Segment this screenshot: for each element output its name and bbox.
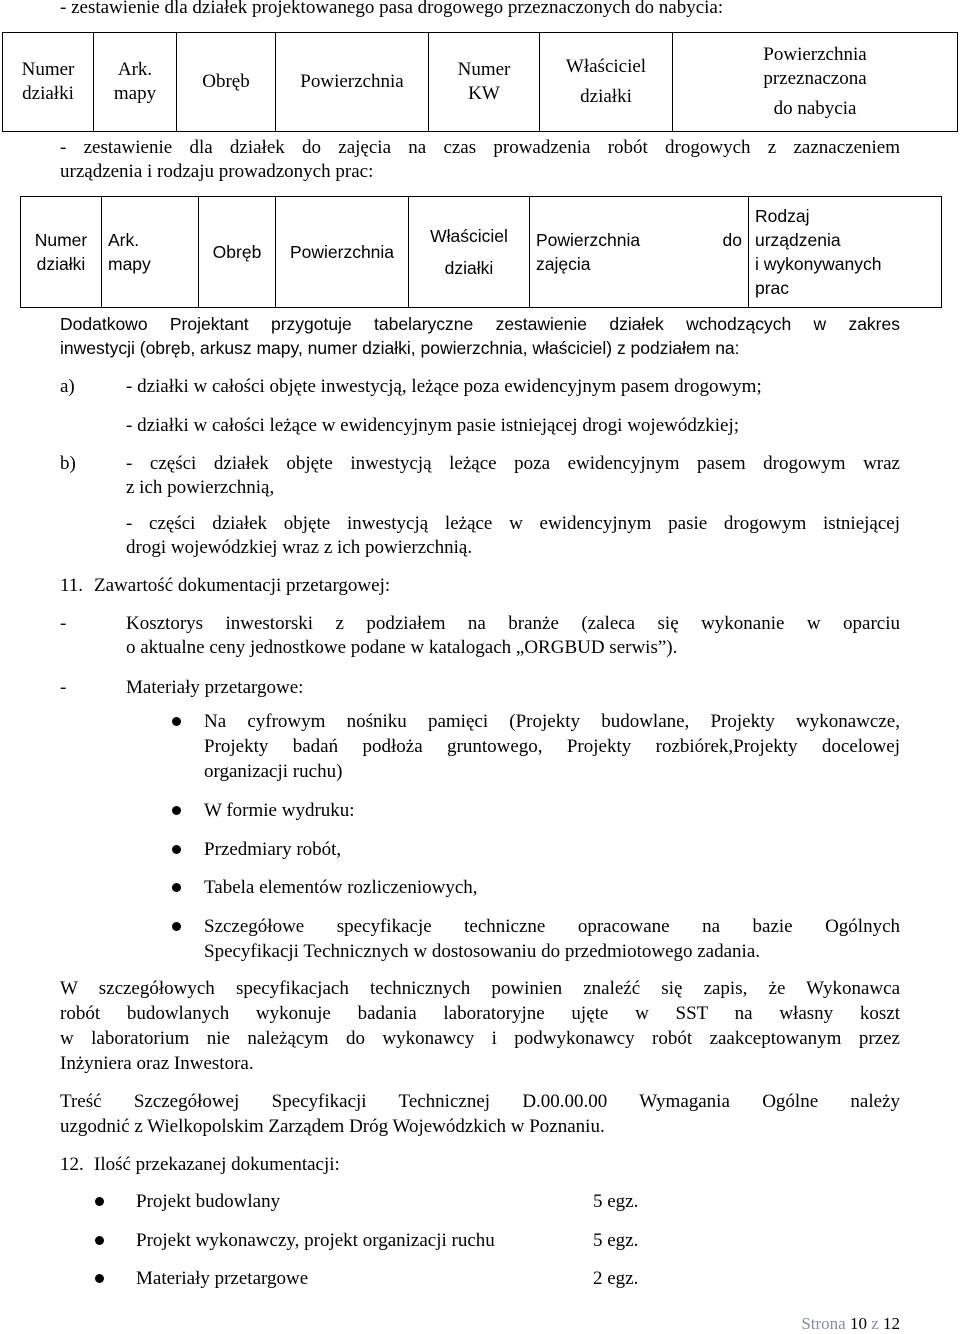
list-marker-b: b) — [60, 453, 76, 474]
header-text: Powierzchnia — [763, 44, 867, 65]
header-text: Powierzchnia — [536, 230, 641, 250]
sst-para-line-4: Inżyniera oraz Inwestora. — [60, 1053, 254, 1074]
col-rodzaj-urzadzenia — [749, 197, 942, 308]
list-b-item-2-line-2: drogi wojewódzkiej wraz z ich powierzchnią. — [126, 537, 473, 558]
header-text: Powierzchnia — [289, 242, 395, 262]
footer-prefix: Strona — [801, 1314, 846, 1333]
col-obreb — [177, 33, 276, 132]
col-numer-kw — [429, 33, 540, 132]
bullet-icon — [95, 1274, 104, 1283]
header-text: działki — [36, 254, 86, 274]
bullet-5-line-1: Szczegółowe specyfikacje techniczne opracowane na bazie Ogólnych — [204, 916, 900, 937]
header-text: prac — [755, 278, 790, 298]
header-text: i wykonywanych — [755, 254, 882, 274]
copies-item-qty: 5 egz. — [593, 1191, 639, 1212]
bullet-icon — [172, 883, 181, 892]
col-powierzchnia — [276, 197, 409, 308]
header-text: Numer — [21, 59, 75, 80]
kosztorys-dash: - — [60, 613, 67, 634]
list-a-item-2: - działki w całości leżące w ewidencyjnym pasie istniejącej drogi wojewódzkiej; — [126, 415, 740, 436]
section-11-number: 11. — [60, 575, 84, 596]
col-pow-przeznaczona — [673, 33, 958, 132]
header-text: do — [722, 230, 742, 250]
bullet-1-line-3: organizacji ruchu) — [204, 761, 343, 782]
col-numer-dzialki — [21, 197, 102, 308]
footer-page-number: 10 — [849, 1314, 867, 1333]
table-header-row — [3, 33, 958, 132]
zestawienie-line-1: - zestawienie dla działek do zajęcia na czas prowadzenia robót drogowych z zaznaczeniem — [60, 137, 900, 158]
bullet-2: W formie wydruku: — [204, 800, 355, 821]
header-text: działki — [22, 83, 74, 104]
intro-line: - zestawienie dla działek projektowanego pasa drogowego przeznaczonych do nabycia: — [60, 0, 724, 18]
list-marker-a: a) — [60, 376, 75, 397]
col-numer-dzialki — [3, 33, 94, 132]
header-text: Obręb — [202, 71, 250, 92]
bullet-5-line-2: Specyfikacji Technicznych w dostosowaniu do przedmiotowego zadania. — [204, 941, 761, 962]
bullet-1-line-2: Projekty badań podłoża gruntowego, Projekty rozbiórek,Projekty docelowej — [204, 736, 900, 757]
col-ark-mapy — [94, 33, 177, 132]
bullet-3: Przedmiary robót, — [204, 839, 342, 860]
header-text: przeznaczona — [763, 68, 867, 89]
sst-para-line-2: robót budowlanych wykonuje badania laboratoryjne ujęte w SST na własny koszt — [60, 1003, 900, 1024]
header-text: urządzenia — [755, 230, 841, 250]
header-text: działki — [580, 86, 632, 107]
col-wlasciciel — [409, 197, 530, 308]
bullet-icon — [172, 717, 181, 726]
bullet-icon — [95, 1197, 104, 1206]
kosztorys-line-1: Kosztorys inwestorski z podziałem na branże (zaleca się wykonanie w oparciu — [126, 613, 900, 634]
materialy-dash: - — [60, 677, 67, 698]
header-text: Ark. — [108, 230, 140, 250]
copies-item-name: Materiały przetargowe — [136, 1268, 309, 1289]
list-b-item-2-line-1: - części działek objęte inwestycją leżące w ewidencyjnym pasie drogowym istniejącej — [126, 513, 900, 534]
header-text: Rodzaj — [755, 206, 810, 226]
sst-para-line-1: W szczegółowych specyfikacjach technicznych powinien znaleźć się zapis, że Wykonawca — [60, 978, 900, 999]
list-a-item-1: - działki w całości objęte inwestycją, leżące poza ewidencyjnym pasem drogowym; — [126, 376, 762, 397]
sst-para-line-3: w laboratorium nie należącym do wykonawcy i podwykonawcy robót zaakceptowanym przez — [60, 1028, 900, 1049]
header-text: Właściciel — [430, 226, 508, 246]
header-text: mapy — [113, 83, 157, 104]
col-obreb — [199, 197, 276, 308]
col-powierzchnia — [276, 33, 429, 132]
header-text: zajęcia — [536, 254, 591, 274]
header-text: Numer — [457, 59, 511, 80]
table-land-acquisition — [2, 32, 958, 132]
dodatkowo-line-2: inwestycji (obręb, arkusz mapy, numer działki, powierzchnia, właściciel) z podziałem na: — [60, 338, 740, 358]
section-11-title: Zawartość dokumentacji przetargowej: — [94, 575, 391, 596]
header-text: Obręb — [212, 242, 262, 262]
bullet-1-line-1: Na cyfrowym nośniku pamięci (Projekty budowlane, Projekty wykonawcze, — [204, 711, 900, 732]
col-pow-zajecia — [530, 197, 749, 308]
section-12-title: Ilość przekazanej dokumentacji: — [94, 1154, 340, 1175]
col-ark-mapy — [102, 197, 199, 308]
table-header-row — [21, 197, 942, 308]
header-text: Powierzchnia — [300, 71, 404, 92]
bullet-icon — [95, 1236, 104, 1245]
table-temporary-occupation — [20, 196, 942, 308]
bullet-icon — [172, 845, 181, 854]
copies-item-name: Projekt budowlany — [136, 1191, 281, 1212]
section-12-number: 12. — [60, 1154, 84, 1175]
col-wlasciciel — [540, 33, 673, 132]
list-b-item-1-line-2: z ich powierzchnią, — [126, 477, 275, 498]
bullet-icon — [172, 922, 181, 931]
header-text: mapy — [108, 254, 151, 274]
tresc-para-line-2: uzgodnić z Wielkopolskim Zarządem Dróg Wojewódzkich w Poznaniu. — [60, 1116, 605, 1137]
header-text: działki — [444, 258, 494, 278]
header-text: do nabycia — [773, 98, 857, 119]
page-footer — [801, 1314, 900, 1334]
dodatkowo-line-1: Dodatkowo Projektant przygotuje tabelaryczne zestawienie działek wchodzących w zakres — [60, 314, 900, 334]
bullet-icon — [172, 806, 181, 815]
header-text: Numer — [34, 230, 88, 250]
copies-item-qty: 5 egz. — [593, 1230, 639, 1251]
zestawienie-line-2: urządzenia i rodzaju prowadzonych prac: — [60, 161, 374, 182]
header-line — [536, 228, 742, 252]
tresc-para-line-1: Treść Szczegółowej Specyfikacji Technicznej D.00.00.00 Wymagania Ogólne należy — [60, 1091, 900, 1112]
kosztorys-line-2: o aktualne ceny jednostkowe podane w katalogach „ORGBUD serwis”). — [126, 637, 678, 658]
list-b-item-1-line-1: - części działek objęte inwestycją leżące poza ewidencyjnym pasem drogowym wraz — [126, 453, 900, 474]
header-text: Ark. — [117, 59, 153, 80]
footer-sep: z — [871, 1314, 879, 1333]
copies-item-qty: 2 egz. — [593, 1268, 639, 1289]
footer-page-total: 12 — [883, 1314, 900, 1333]
materialy-label: Materiały przetargowe: — [126, 677, 304, 698]
bullet-4: Tabela elementów rozliczeniowych, — [204, 877, 478, 898]
copies-item-name: Projekt wykonawczy, projekt organizacji ruchu — [136, 1230, 495, 1251]
header-text: Właściciel — [565, 56, 647, 77]
header-text: KW — [468, 83, 500, 104]
